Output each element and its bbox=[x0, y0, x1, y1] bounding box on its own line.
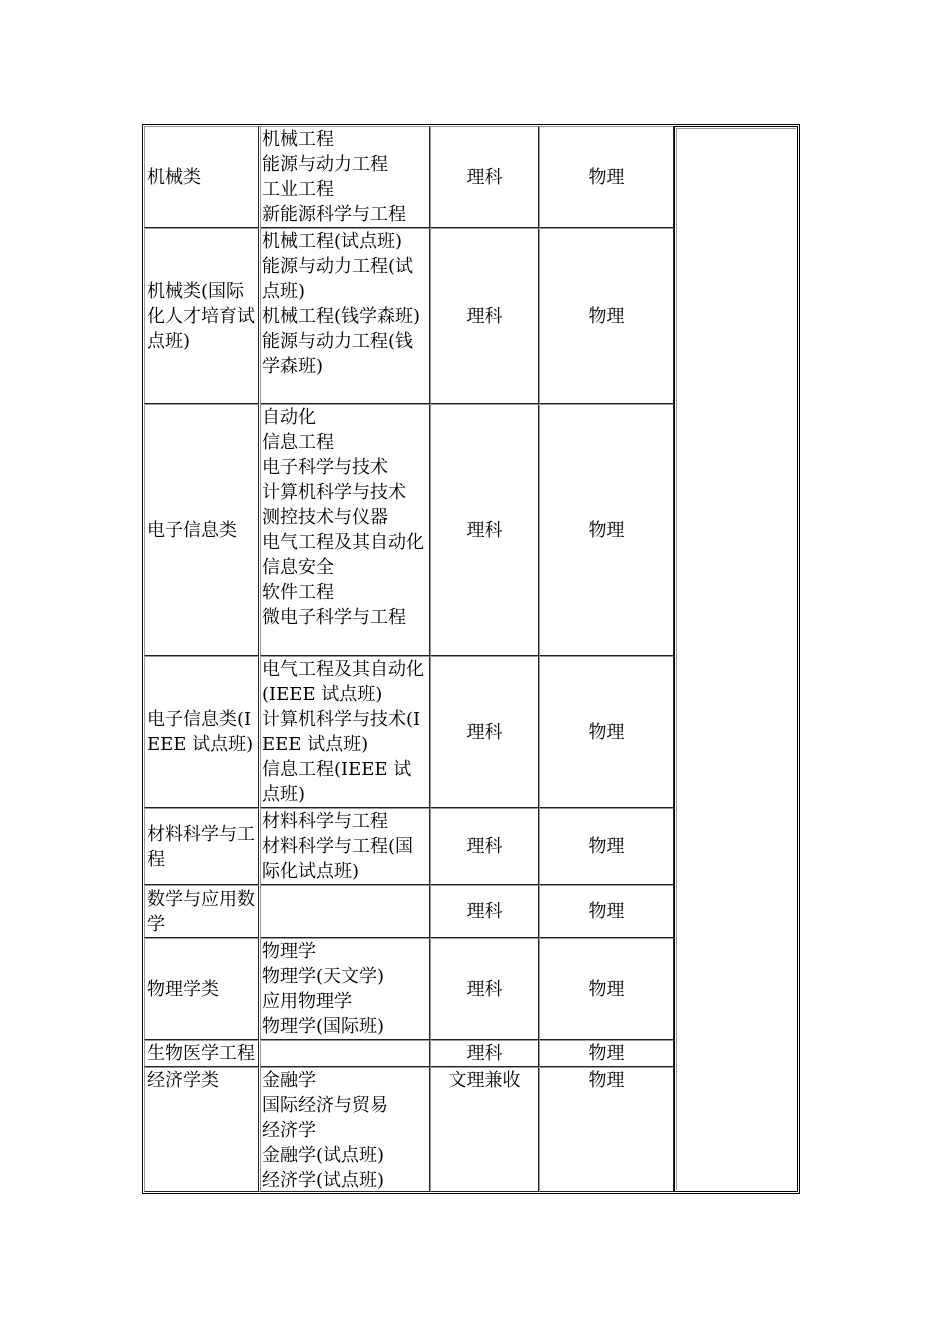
table-row-subject bbox=[430, 1067, 539, 1192]
major-item: 物理学(天文学) bbox=[262, 966, 385, 987]
table-notes-cell-inner bbox=[676, 128, 796, 1190]
requirement-text: 物理 bbox=[588, 166, 625, 188]
major-item: 机械工程(钱学森班) bbox=[262, 306, 421, 327]
table-row-category bbox=[144, 228, 259, 404]
major-item: 新能源科学与工程 bbox=[262, 204, 406, 225]
requirement-text: 物理 bbox=[588, 519, 625, 541]
major-item: 工业工程 bbox=[262, 179, 334, 200]
table-row-majors bbox=[260, 656, 430, 808]
table-notes-cell bbox=[674, 126, 798, 1192]
table-row-category bbox=[144, 885, 259, 938]
table-row-majors bbox=[260, 126, 430, 228]
major-item: 机械工程(试点班) bbox=[262, 231, 403, 252]
table-row-subject bbox=[430, 228, 539, 404]
requirement-text: 物理 bbox=[588, 305, 625, 327]
major-item: 计算机科学与技术 bbox=[262, 482, 406, 503]
table-row-category bbox=[144, 808, 259, 885]
requirement-text: 物理 bbox=[588, 901, 625, 922]
requirement-text: 物理 bbox=[588, 1070, 625, 1091]
subject-text: 理科 bbox=[466, 721, 503, 743]
major-item: 测控技术与仪器 bbox=[262, 507, 388, 528]
requirement-text: 物理 bbox=[588, 978, 625, 1000]
major-item: 材料科学与工程 bbox=[262, 811, 388, 832]
table-row-majors bbox=[260, 404, 430, 656]
table-row-requirement bbox=[539, 1040, 674, 1067]
table-row-category bbox=[144, 656, 259, 808]
table-row-subject bbox=[430, 808, 539, 885]
table-row-requirement bbox=[539, 938, 674, 1040]
category-text: 生物医学工程 bbox=[147, 1043, 255, 1064]
subject-text: 理科 bbox=[466, 901, 503, 922]
category-text: 经济学类 bbox=[147, 1070, 219, 1091]
major-item: 应用物理学 bbox=[262, 991, 352, 1012]
requirement-text: 物理 bbox=[588, 721, 625, 743]
major-item: 能源与动力工程(钱学森班) bbox=[262, 331, 414, 377]
category-text: 材料科学与工程 bbox=[147, 823, 255, 870]
subject-text: 理科 bbox=[466, 166, 503, 188]
table-row-subject bbox=[430, 656, 539, 808]
table-row-majors bbox=[260, 1040, 430, 1067]
major-item: 计算机科学与技术(IEEE 试点班) bbox=[262, 709, 421, 755]
table-row-majors bbox=[260, 938, 430, 1040]
table-row-requirement bbox=[539, 1067, 674, 1192]
category-text: 数学与应用数学 bbox=[147, 888, 255, 935]
major-item: 材料科学与工程(国际化试点班) bbox=[262, 836, 414, 882]
major-item: 自动化 bbox=[262, 407, 316, 428]
table-row-category bbox=[144, 126, 259, 228]
subject-text: 理科 bbox=[466, 305, 503, 327]
category-text: 机械类 bbox=[147, 166, 201, 188]
major-item: 能源与动力工程(试点班) bbox=[262, 256, 414, 302]
table-row-subject bbox=[430, 885, 539, 938]
table-row-subject bbox=[430, 1040, 539, 1067]
requirement-text: 物理 bbox=[588, 1043, 625, 1064]
major-item: 经济学(试点班) bbox=[262, 1170, 385, 1191]
major-item: 电气工程及其自动化(IEEE 试点班) bbox=[262, 659, 424, 705]
table-row-category bbox=[144, 1040, 259, 1067]
requirement-text: 物理 bbox=[588, 836, 625, 857]
major-item: 信息工程 bbox=[262, 432, 334, 453]
table-row-category bbox=[144, 1067, 259, 1192]
major-item: 信息工程(IEEE 试点班) bbox=[262, 759, 412, 805]
table-row-subject bbox=[430, 404, 539, 656]
table-row-requirement bbox=[539, 656, 674, 808]
major-item: 物理学 bbox=[262, 941, 316, 962]
table-row-majors bbox=[260, 228, 430, 404]
subject-text: 理科 bbox=[466, 519, 503, 541]
major-item: 软件工程 bbox=[262, 582, 334, 603]
table-row-requirement bbox=[539, 404, 674, 656]
table-row-category bbox=[144, 404, 259, 656]
major-item: 经济学 bbox=[262, 1120, 316, 1141]
major-item: 国际经济与贸易 bbox=[262, 1095, 388, 1116]
subject-text: 理科 bbox=[466, 1043, 503, 1064]
table-row-requirement bbox=[539, 808, 674, 885]
table-row-majors bbox=[260, 1067, 430, 1192]
category-text: 电子信息类 bbox=[147, 519, 237, 541]
table-row-category bbox=[144, 938, 259, 1040]
subject-text: 文理兼收 bbox=[448, 1070, 521, 1091]
table-row-subject bbox=[430, 938, 539, 1040]
subject-text: 理科 bbox=[466, 836, 503, 857]
major-item: 金融学(试点班) bbox=[262, 1145, 385, 1166]
subject-text: 理科 bbox=[466, 978, 503, 1000]
major-item: 电子科学与技术 bbox=[262, 457, 388, 478]
major-item: 机械工程 bbox=[262, 129, 334, 150]
table-row-requirement bbox=[539, 126, 674, 228]
table-row-requirement bbox=[539, 228, 674, 404]
major-item: 信息安全 bbox=[262, 557, 334, 578]
category-text: 电子信息类(IEEE 试点班) bbox=[147, 709, 254, 755]
major-item: 物理学(国际班) bbox=[262, 1016, 385, 1037]
category-text: 机械类(国际化人才培育试点班) bbox=[147, 280, 255, 352]
major-item: 微电子科学与工程 bbox=[262, 607, 406, 628]
table-row-majors bbox=[260, 885, 430, 938]
table-row-requirement bbox=[539, 885, 674, 938]
major-item: 电气工程及其自动化 bbox=[262, 532, 424, 553]
major-item: 能源与动力工程 bbox=[262, 154, 388, 175]
table-row-subject bbox=[430, 126, 539, 228]
category-text: 物理学类 bbox=[147, 978, 219, 1000]
major-item: 金融学 bbox=[262, 1070, 316, 1091]
table-row-majors bbox=[260, 808, 430, 885]
